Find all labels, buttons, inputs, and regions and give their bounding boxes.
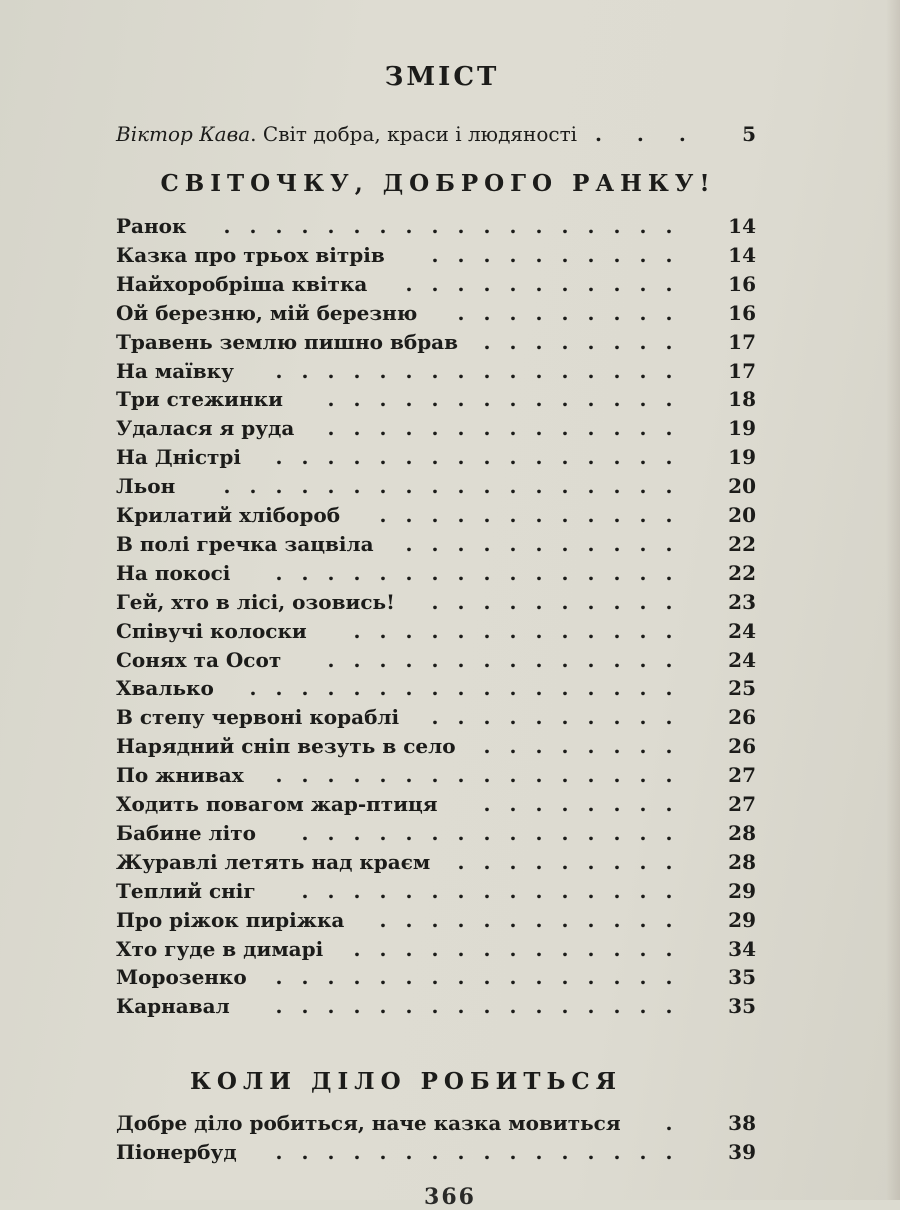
toc-entry-title: Крилатий хлібороб	[116, 503, 341, 527]
leader-dots: . . . . . . . . . . . . . . . .	[275, 1140, 673, 1164]
toc-entry-page: 17	[728, 358, 756, 383]
toc-entry-title: Травень землю пишно вбрав	[116, 329, 459, 354]
toc-entry-title: Бабине літо	[116, 820, 256, 845]
contents-title: ЗМІСТ	[384, 62, 500, 92]
toc-entry-title: Казка про трьох вітрів	[116, 242, 385, 267]
toc-entry-title: Гей, хто в лісі, озовись!	[116, 589, 395, 614]
leader-dots: . . . . . . . . . . . . . . . .	[275, 560, 673, 585]
toc-entry	[116, 761, 756, 789]
leader-dots: . . . . . . . . . . . .	[379, 503, 673, 527]
toc-entry-title: Три стежинки	[116, 387, 283, 412]
leader-dots: . . . . . . . . . . . . . . . .	[275, 965, 673, 990]
toc-entry-page: 22	[728, 531, 756, 556]
toc-entry	[116, 848, 756, 876]
leader-dots: . . . . . . . .	[483, 329, 673, 354]
intro-page: 5	[742, 122, 756, 146]
toc-entry-page: 26	[728, 705, 756, 730]
leader-dots: . . . . . . . . . . . . . .	[327, 647, 673, 672]
toc-entry-title: Удалася я руда	[116, 416, 295, 441]
toc-entry-title: Льон	[116, 474, 176, 499]
toc-entry-title: Соняx та Осот	[116, 647, 282, 672]
toc-entry-page: 25	[728, 676, 756, 701]
leader-dots: . . . . . . . . .	[457, 300, 673, 325]
toc-entry	[116, 530, 756, 558]
toc-entry	[116, 1109, 756, 1137]
toc-entry-title: Про ріжок пиріжка	[116, 907, 345, 932]
toc-entry-page: 29	[728, 878, 756, 903]
toc-entry-page: 20	[728, 474, 756, 499]
toc-entry-title: Карнавал	[116, 994, 230, 1019]
leader-dots: . . . . . . . . . . . . . . . . .	[249, 676, 673, 701]
toc-entry-page: 17	[728, 329, 756, 354]
toc-entry-page: 24	[728, 647, 756, 672]
toc-entry-title: В полі гречка зацвіла	[116, 531, 374, 556]
page-number: 366	[424, 1184, 476, 1210]
toc-entry	[116, 385, 756, 413]
intro-entry-text	[116, 120, 577, 148]
toc-entry-title: Хто гуде в димарі	[116, 936, 324, 961]
toc-entry-page: 23	[728, 589, 756, 614]
toc-entry	[116, 588, 756, 616]
leader-dots: . . . . . . . .	[483, 792, 673, 816]
leader-dots: . . . . . . . . . . . . . . . .	[275, 994, 673, 1019]
leader-dots: . . . . . . . .	[483, 734, 673, 759]
leader-dots: . . . . . . . . . . . . . . .	[301, 820, 673, 845]
toc-entry	[116, 732, 756, 760]
toc-entry-title: Добре діло робиться, наче казка мовиться	[116, 1111, 621, 1135]
toc-entry-page: 27	[728, 792, 756, 816]
toc-entry	[116, 935, 756, 963]
leader-dots: . . . . . . . . . . .	[405, 531, 673, 556]
toc-entry	[116, 1138, 756, 1166]
leader-dots: . . . . . . . . . . . . . . .	[301, 878, 673, 903]
toc-entry-page: 16	[728, 300, 756, 325]
toc-entry-page: 34	[728, 936, 756, 961]
toc-entry-title: В степу червоні кораблі	[116, 705, 400, 730]
toc-entry-title: Співучі колоски	[116, 618, 307, 643]
toc-entry	[116, 472, 756, 500]
leader-dots: . . . . . . . . . . . . . .	[327, 387, 673, 412]
leader-dots: . . . . . . . . . . .	[405, 271, 673, 296]
toc-entry-page: 28	[728, 820, 756, 845]
toc-entry-title: На маївку	[116, 358, 234, 383]
leader-dots: . . . . . . . . . .	[431, 242, 673, 267]
toc-entry-page: 28	[728, 849, 756, 874]
toc-entry	[116, 443, 756, 471]
leader-dots: . . . . . . . . . . . .	[379, 907, 673, 932]
toc-entry-page: 22	[728, 560, 756, 585]
toc-entry	[116, 674, 756, 702]
toc-entry	[116, 703, 756, 731]
toc-entry-page: 27	[728, 763, 756, 788]
leader-dots: . . . . . . . . . . . . . .	[327, 416, 673, 441]
intro-entry	[116, 120, 756, 148]
toc-entry-title: Морозенко	[116, 965, 247, 990]
intro-title: . Світ добра, краси і людяності	[250, 122, 578, 146]
toc-entry-title: Піонербуд	[116, 1140, 237, 1164]
toc-entry	[116, 559, 756, 587]
toc-entry-page: 35	[728, 994, 756, 1019]
toc-entry-page: 26	[728, 734, 756, 759]
toc-entry	[116, 877, 756, 905]
leader-dots: . . . . . . . . . . . . . . . .	[275, 358, 673, 383]
toc-entry-page: 14	[728, 242, 756, 267]
toc-entry	[116, 212, 756, 240]
toc-entry-page: 38	[728, 1111, 756, 1135]
toc-entry	[116, 241, 756, 269]
toc-entry-title: Найхоробріша квітка	[116, 271, 368, 296]
toc-entry	[116, 414, 756, 442]
toc-entry-title: На Дністрі	[116, 445, 241, 470]
toc-entry	[116, 617, 756, 645]
section-heading: КОЛИ ДІЛО РОБИТЬСЯ	[189, 1068, 623, 1095]
toc-entry	[116, 992, 756, 1020]
leader-dots: . . . . . . . . . . . . . . . . . .	[223, 474, 673, 499]
toc-entry-page: 14	[728, 214, 756, 238]
leader-dots: .	[665, 1111, 673, 1135]
toc-entry-title: Ходить повагом жар-птиця	[116, 792, 438, 816]
toc-entry-page: 29	[728, 907, 756, 932]
leader-dots: . . . . . . . . . . . . .	[353, 936, 673, 961]
leader-dots: . . . . . . . . . . . . .	[353, 618, 673, 643]
toc-entry	[116, 357, 756, 385]
toc-entry	[116, 501, 756, 529]
toc-entry	[116, 270, 756, 298]
toc-entry-title: Ранок	[116, 214, 187, 238]
leader-dots: . . . . . . . . . .	[431, 705, 673, 730]
toc-entry	[116, 906, 756, 934]
section-heading: СВІТОЧКУ, ДОБРОГО РАНКУ!	[160, 170, 716, 197]
intro-author: Віктор Кава	[116, 122, 251, 146]
toc-entry	[116, 819, 756, 847]
leader-dots: . . .	[595, 122, 700, 146]
leader-dots: . . . . . . . . . .	[431, 589, 673, 614]
toc-entry-page: 18	[728, 387, 756, 412]
toc-entry-title: Теплий сніг	[116, 878, 256, 903]
toc-entry-title: Нарядний сніп везуть в село	[116, 734, 456, 759]
toc-entry	[116, 328, 756, 356]
toc-entry-page: 19	[728, 416, 756, 441]
toc-entry-page: 19	[728, 445, 756, 470]
toc-entry-page: 35	[728, 965, 756, 990]
leader-dots: . . . . . . . . . . . . . . . .	[275, 445, 673, 470]
leader-dots: . . . . . . . . . . . . . . . . . .	[223, 214, 673, 238]
leader-dots: . . . . . . . . .	[457, 849, 673, 874]
toc-entry-title: Журавлі летять над краєм	[116, 849, 431, 874]
toc-entry-page: 16	[728, 271, 756, 296]
toc-entry-title: На покосі	[116, 560, 231, 585]
toc-entry-page: 39	[728, 1140, 756, 1164]
toc-entry	[116, 963, 756, 991]
toc-entry	[116, 790, 756, 818]
toc-entry-page: 24	[728, 618, 756, 643]
toc-entry-title: Хвалько	[116, 676, 214, 701]
toc-entry	[116, 646, 756, 674]
toc-entry-page: 20	[728, 503, 756, 527]
toc-entry	[116, 299, 756, 327]
toc-entry-title: Ой березню, мій березню	[116, 300, 418, 325]
toc-entry-title: По жнивах	[116, 763, 244, 788]
leader-dots: . . . . . . . . . . . . . . . .	[275, 763, 673, 788]
